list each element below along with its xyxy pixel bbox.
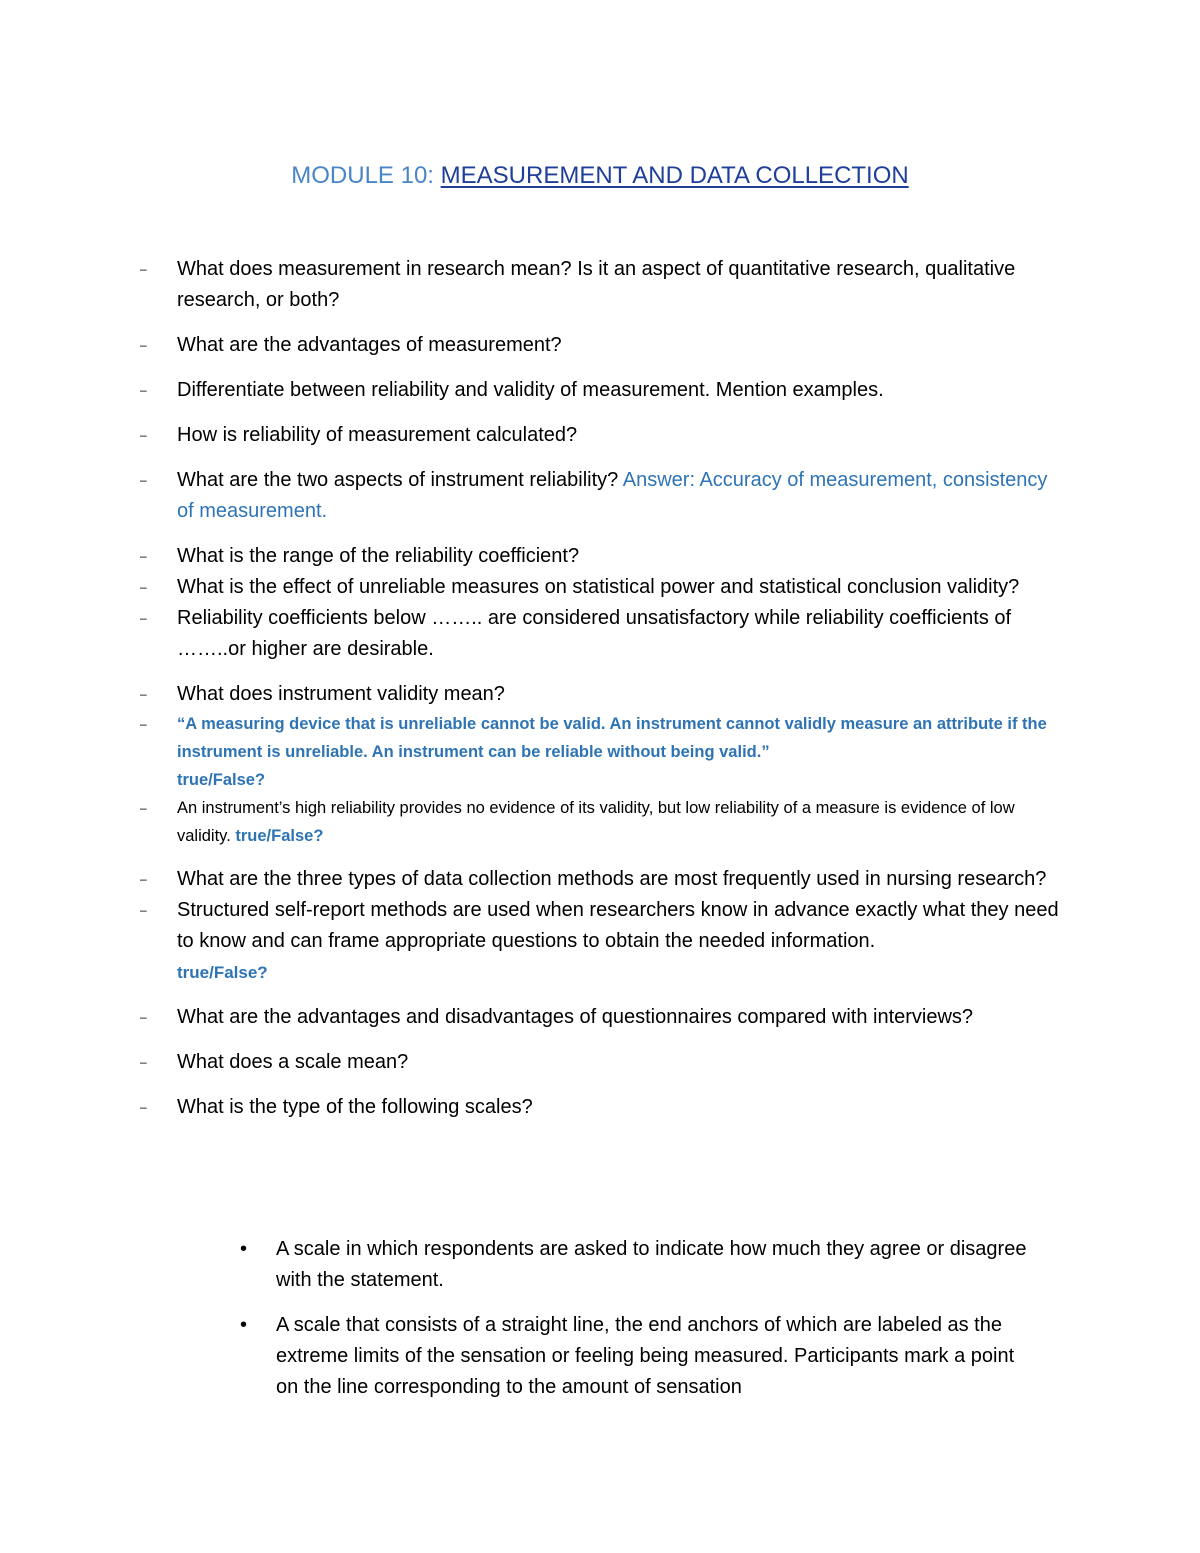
list-item [140,603,1060,665]
dash-marker: – [140,1010,147,1024]
scale-list [240,1234,1040,1417]
list-item [140,1002,1060,1033]
dash-marker: – [140,801,147,815]
question-text: Reliability coefficients below …….. are considered unsatisfactory while reliability coefficients of ……..or higher are desirable. [177,607,1012,660]
question-list [140,254,1060,1137]
dash-marker: – [140,611,147,625]
bullet-marker: • [240,1314,248,1336]
list-item [140,895,1060,988]
question-text: What is the type of the following scales? [177,1096,533,1118]
list-item [240,1310,1040,1403]
list-item [140,541,1060,572]
question-text: What is the range of the reliability coefficient? [177,545,580,567]
list-item [140,1047,1060,1078]
dash-marker: – [140,580,147,594]
title-main: MEASUREMENT AND DATA COLLECTION [440,162,909,189]
dash-marker: – [140,262,147,276]
question-text: What does instrument validity mean? [177,683,505,705]
question-text: Structured self-report methods are used when researchers know in advance exactly what they need to know and can frame appropriate questions to obtain the needed information. [177,899,1059,952]
quote-text: “A measuring device that is unreliable cannot be valid. An instrument cannot validly measure an attribute if the instrument is unreliable. An instrument can be reliable without being valid.” [177,715,1047,761]
dash-marker: – [140,473,147,487]
scale-text: A scale in which respondents are asked to indicate how much they agree or disagree with the statement. [276,1238,1027,1291]
question-text: What is the effect of unreliable measures on statistical power and statistical conclusion validity? [177,576,1020,598]
question-text: How is reliability of measurement calculated? [177,424,578,446]
true-false-prompt: true/False? [177,771,266,789]
list-item [140,710,1060,794]
dash-marker: – [140,872,147,886]
dash-marker: – [140,549,147,563]
list-item [140,465,1060,527]
list-item [240,1234,1040,1296]
list-item [140,330,1060,361]
question-text: What are the advantages of measurement? [177,334,562,356]
answer-text: Answer: Accuracy of measurement, consistency of measurement. [177,469,1048,522]
list-item [140,864,1060,895]
true-false-prompt: true/False? [235,827,324,845]
list-item [140,254,1060,316]
dash-marker: – [140,338,147,352]
dash-marker: – [140,383,147,397]
list-item [140,679,1060,710]
page-title [0,160,1200,192]
dash-marker: – [140,1055,147,1069]
question-text: An instrument’s high reliability provides no evidence of its validity, but low reliability of a measure is evidence of low validity. [177,799,1015,845]
question-text: What are the advantages and disadvantages of questionnaires compared with interviews? [177,1006,974,1028]
list-item [140,375,1060,406]
title-prefix: MODULE 10: [291,162,441,189]
dash-marker: – [140,1100,147,1114]
list-item [140,794,1060,850]
question-text: What are the two aspects of instrument reliability? [177,469,623,491]
true-false-prompt: true/False? [177,963,268,982]
dash-marker: – [140,903,147,917]
list-item [140,1092,1060,1123]
question-text: What are the three types of data collection methods are most frequently used in nursing research? [177,868,1047,890]
bullet-marker: • [240,1238,248,1260]
question-text: What does measurement in research mean? Is it an aspect of quantitative research, qualitative research, or both? [177,258,1016,311]
dash-marker: – [140,428,147,442]
dash-marker: – [140,687,147,701]
question-text: What does a scale mean? [177,1051,409,1073]
question-text: Differentiate between reliability and validity of measurement. Mention examples. [177,379,884,401]
list-item [140,572,1060,603]
dash-marker: – [140,717,147,731]
list-item [140,420,1060,451]
scale-text: A scale that consists of a straight line, the end anchors of which are labeled as the extreme limits of the sensation or feeling being measured. Participants mark a point on the line corresponding to the amount of sensation [276,1314,1015,1398]
